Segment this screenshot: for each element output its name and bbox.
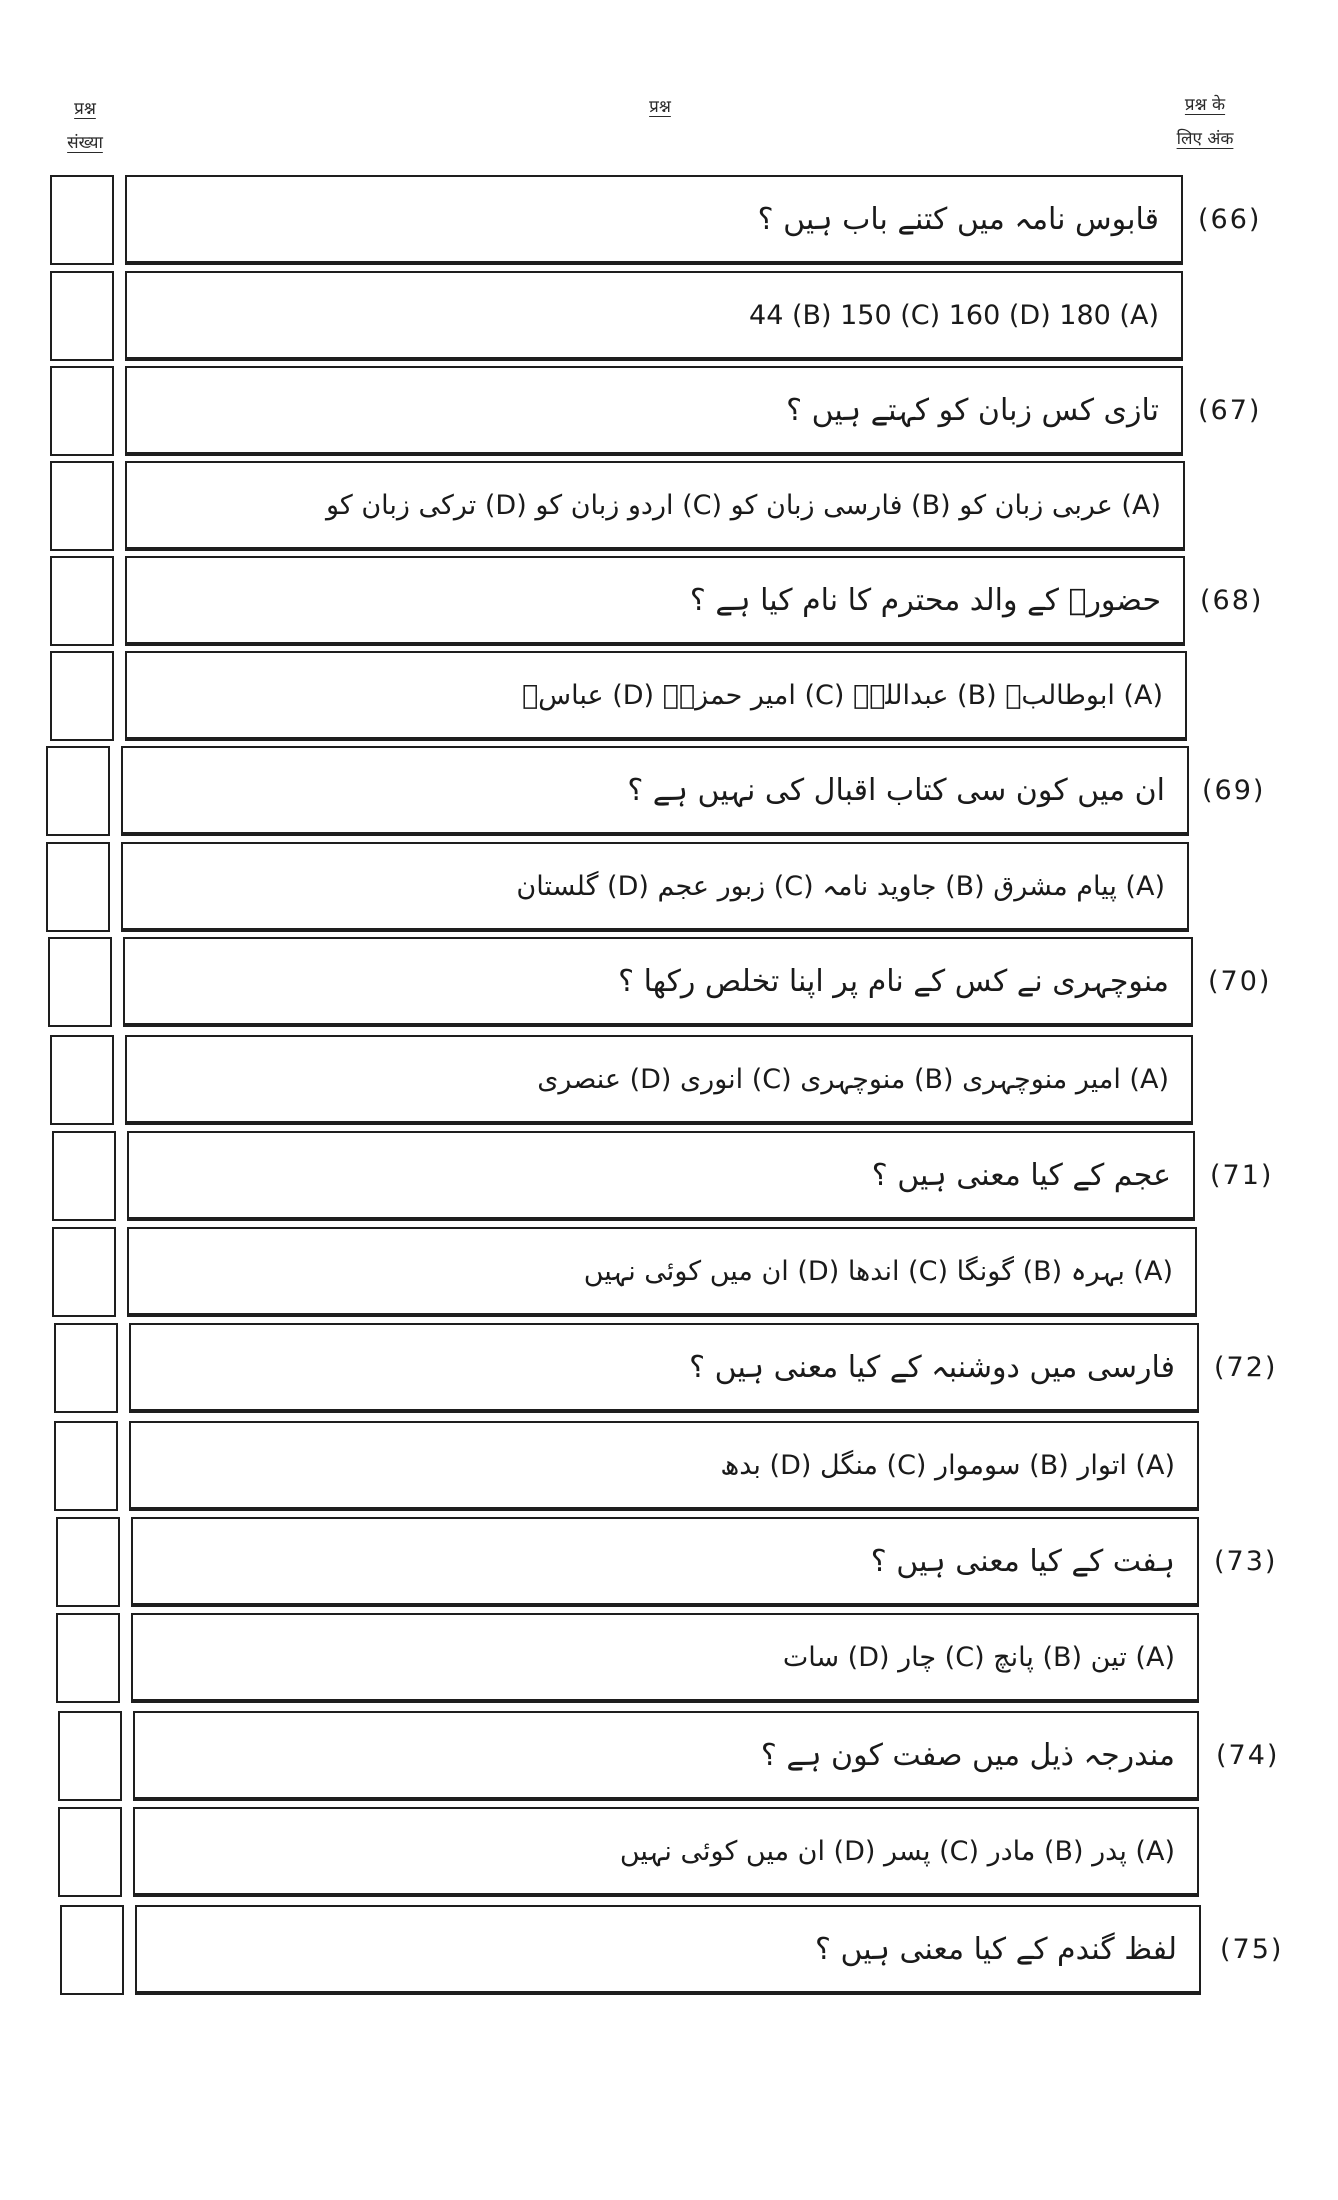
answer-box[interactable] — [56, 1517, 120, 1607]
answer-box[interactable] — [54, 1421, 118, 1511]
header-question — [620, 90, 700, 124]
question-text-box — [127, 1131, 1195, 1221]
question-text-box — [125, 556, 1185, 646]
question-text-box — [121, 746, 1189, 836]
options-text: (A) اتوار (B) سوموار (C) منگل (D) بدھ — [720, 1449, 1175, 1481]
question-text-box — [125, 175, 1183, 265]
options-text-box — [127, 1227, 1197, 1317]
options-text: (A) عربی زبان کو (B) فارسی زبان کو (C) اردو زبان کو (D) ترکی زبان کو — [325, 489, 1161, 521]
answer-box[interactable] — [46, 842, 110, 932]
question-text: عجم کے کیا معنی ہیں ؟ — [871, 1157, 1171, 1193]
question-number: (70) — [1208, 966, 1272, 997]
answer-box[interactable] — [54, 1323, 118, 1413]
header-marks-line1: प्रश्न के — [1184, 95, 1226, 115]
question-text: حضورؐ کے والد محترم کا نام کیا ہے ؟ — [689, 582, 1161, 618]
header-marks-line2: लिए अंक — [1176, 129, 1234, 149]
options-text: (A) امیر منوچہری (B) منوچہری (C) انوری (D) عنصری — [537, 1063, 1169, 1095]
header-question-number — [50, 92, 120, 160]
answer-box[interactable] — [50, 651, 114, 741]
options-text-box — [125, 1035, 1193, 1125]
answer-box[interactable] — [58, 1711, 122, 1801]
question-text-box — [125, 366, 1183, 456]
options-text: (A) تین (B) پانچ (C) چار (D) سات — [782, 1641, 1175, 1673]
question-text: تازی کس زبان کو کہتے ہیں ؟ — [786, 392, 1159, 428]
answer-box[interactable] — [52, 1227, 116, 1317]
header-marks — [1150, 88, 1260, 156]
options-text-box — [125, 651, 1187, 741]
answer-box[interactable] — [48, 937, 112, 1027]
question-text: منوچہری نے کس کے نام پر اپنا تخلص رکھا ؟ — [618, 963, 1169, 999]
question-text-box — [123, 937, 1193, 1027]
question-number: (74) — [1216, 1740, 1280, 1771]
question-number: (67) — [1198, 395, 1262, 426]
question-text: قابوس نامہ میں کتنے باب ہیں ؟ — [757, 201, 1159, 237]
question-text: لفظ گندم کے کیا معنی ہیں ؟ — [815, 1931, 1177, 1967]
question-number: (75) — [1220, 1934, 1284, 1965]
answer-box[interactable] — [46, 746, 110, 836]
question-text-box — [135, 1905, 1201, 1995]
options-text-box — [125, 461, 1185, 551]
options-text-box — [131, 1613, 1199, 1703]
options-text: (A) بہرہ (B) گونگا (C) اندھا (D) ان میں کوئی نہیں — [583, 1255, 1173, 1287]
answer-box[interactable] — [50, 461, 114, 551]
answer-box[interactable] — [50, 175, 114, 265]
options-text: (A) پیام مشرق (B) جاوید نامہ (C) زبور عجم (D) گلستان — [516, 870, 1165, 902]
question-text: ان میں کون سی کتاب اقبال کی نہیں ہے ؟ — [627, 772, 1165, 808]
options-text: (A) پدر (B) مادر (C) پسر (D) ان میں کوئی نہیں — [619, 1835, 1175, 1867]
question-text-box — [133, 1711, 1199, 1801]
question-text: فارسی میں دوشنبہ کے کیا معنی ہیں ؟ — [689, 1349, 1175, 1385]
answer-box[interactable] — [52, 1131, 116, 1221]
question-text: مندرجہ ذیل میں صفت کون ہے ؟ — [760, 1737, 1175, 1773]
header-question-label: प्रश्न — [649, 97, 671, 117]
question-number: (66) — [1198, 204, 1262, 235]
question-number: (68) — [1200, 585, 1264, 616]
options-text-box — [133, 1807, 1199, 1897]
question-text: ہفت کے کیا معنی ہیں ؟ — [870, 1543, 1175, 1579]
answer-box[interactable] — [56, 1613, 120, 1703]
question-number: (69) — [1202, 775, 1266, 806]
answer-box[interactable] — [50, 366, 114, 456]
answer-box[interactable] — [58, 1807, 122, 1897]
header-number-line1: प्रश्न — [74, 99, 96, 119]
options-text: (A) 44 (B) 150 (C) 160 (D) 180 — [749, 299, 1159, 331]
question-number: (72) — [1214, 1352, 1278, 1383]
question-number: (71) — [1210, 1160, 1274, 1191]
options-text: (A) ابوطالبؓ (B) عبداللہؓ (C) امیر حمزہؓ (D) عباسؓ — [521, 679, 1163, 711]
options-text-box — [121, 842, 1189, 932]
answer-box[interactable] — [50, 556, 114, 646]
answer-box[interactable] — [50, 1035, 114, 1125]
options-text-box — [125, 271, 1183, 361]
question-number: (73) — [1214, 1546, 1278, 1577]
header-number-line2: संख्या — [67, 133, 103, 153]
question-text-box — [131, 1517, 1199, 1607]
answer-box[interactable] — [60, 1905, 124, 1995]
question-text-box — [129, 1323, 1199, 1413]
answer-box[interactable] — [50, 271, 114, 361]
options-text-box — [129, 1421, 1199, 1511]
